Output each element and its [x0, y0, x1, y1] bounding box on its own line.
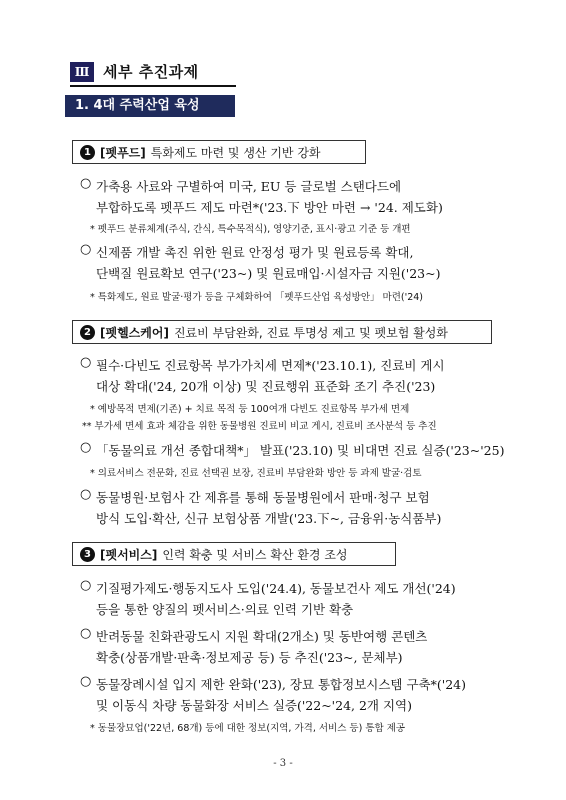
circle-bullet-icon: ○ — [80, 674, 92, 689]
footnote: * 특화제도, 원료 발굴·평가 등을 구체화하여 「펫푸드산업 육성방안」 마련('24) — [90, 292, 424, 303]
block-title-text: 특화제도 마련 및 생산 기반 강화 — [150, 145, 321, 160]
bullet-line: 방식 도입·확산, 신규 보험상품 개발('23.下~, 금융위·농식품부) — [96, 511, 442, 526]
number-badge: 3 — [80, 547, 95, 562]
bullet-line: 확충(상품개발·판촉·정보제공 등) 등 추진('23~, 문체부) — [96, 650, 403, 665]
footnote: * 의료서비스 전문화, 진료 선택권 보장, 진료비 부담완화 방안 등 과제 발굴·검토 — [90, 468, 422, 479]
section-roman-badge: Ⅲ — [70, 62, 94, 82]
block-tag: [펫헬스케어] — [100, 325, 169, 340]
bullet-item — [80, 674, 510, 716]
bullet-line: 동물장례시설 입지 제한 완화('23), 장묘 통합정보시스템 구축*('24) — [96, 677, 466, 692]
bullet-item — [80, 440, 510, 461]
bullet-line: 반려동물 친화관광도시 지원 확대(2개소) 및 동반여행 콘텐츠 — [96, 629, 428, 644]
bullet-line: 필수·다빈도 진료항목 부가가치세 면제*('23.10.1), 진료비 게시 — [96, 358, 445, 373]
bullet-line: 단백질 원료확보 연구('23~) 및 원료매입·시설자금 지원('23~) — [96, 266, 441, 281]
circle-bullet-icon: ○ — [80, 440, 92, 455]
bullet-line: 등을 통한 양질의 펫서비스·의료 인력 기반 확충 — [96, 602, 354, 617]
block-tag: [펫서비스] — [100, 547, 158, 562]
bullet-item — [80, 355, 510, 397]
circle-bullet-icon: ○ — [80, 242, 92, 257]
bullet-line: 동물병원·보험사 간 제휴를 통해 동물병원에서 판매·청구 보험 — [96, 490, 430, 505]
bullet-line: 신제품 개발 촉진 위한 원료 안정성 평가 및 원료등록 확대, — [96, 245, 414, 260]
bullet-line: 부합하도록 펫푸드 제도 마련*('23.下 방안 마련 → '24. 제도화) — [96, 200, 443, 215]
bullet-line: 및 이동식 차량 동물화장 서비스 실증('22~'24, 2개 지역) — [96, 698, 413, 713]
number-badge: 1 — [80, 145, 95, 160]
bullet-item — [80, 176, 500, 218]
circle-bullet-icon: ○ — [80, 487, 92, 502]
circle-bullet-icon: ○ — [80, 626, 92, 641]
block-title-petservice — [72, 542, 396, 566]
circle-bullet-icon: ○ — [80, 176, 92, 191]
block-title-pethealthcare — [72, 320, 492, 344]
number-badge: 2 — [80, 325, 95, 340]
section-heading: 1. 4대 주력산업 육성 — [65, 95, 235, 117]
title-underline — [70, 85, 236, 87]
bullet-line: 대상 확대('24, 20개 이상) 및 진료행위 표준화 조기 추진('23) — [96, 379, 436, 394]
page-number: - 3 - — [273, 758, 293, 769]
bullet-item — [80, 242, 500, 284]
bullet-item — [80, 578, 510, 620]
footnote: * 예방목적 면제(기존) + 치료 목적 등 100여개 다빈도 진료항목 부가세 면제 — [90, 404, 410, 415]
block-title-petfood — [72, 140, 366, 164]
bullet-line: 가축용 사료와 구별하여 미국, EU 등 글로벌 스탠다드에 — [96, 179, 402, 194]
footnote: * 펫푸드 분류체계(주식, 간식, 특수목적식), 영양기준, 표시·광고 기준 등 개편 — [90, 224, 411, 235]
footnote: ** 부가세 면세 효과 체감을 위한 동물병원 진료비 비교 게시, 진료비 조사분석 등 추진 — [82, 421, 437, 432]
bullet-item — [80, 626, 510, 668]
block-tag: [펫푸드] — [100, 145, 146, 160]
circle-bullet-icon: ○ — [80, 578, 92, 593]
bullet-line: 「동물의료 개선 종합대책*」 발표('23.10) 및 비대면 진료 실증('23~'25) — [96, 443, 505, 458]
page-title: 세부 추진과제 — [103, 63, 199, 81]
block-title-text: 인력 확충 및 서비스 확산 환경 조성 — [162, 547, 348, 562]
circle-bullet-icon: ○ — [80, 355, 92, 370]
footnote: * 동물장묘업('22년, 68개) 등에 대한 정보(지역, 가격, 서비스 등) 통합 제공 — [90, 723, 406, 734]
block-title-text: 진료비 부담완화, 진료 투명성 제고 및 펫보험 활성화 — [173, 325, 448, 340]
bullet-line: 기질평가제도·행동지도사 도입('24.4), 동물보건사 제도 개선('24) — [96, 581, 456, 596]
bullet-item — [80, 487, 510, 529]
